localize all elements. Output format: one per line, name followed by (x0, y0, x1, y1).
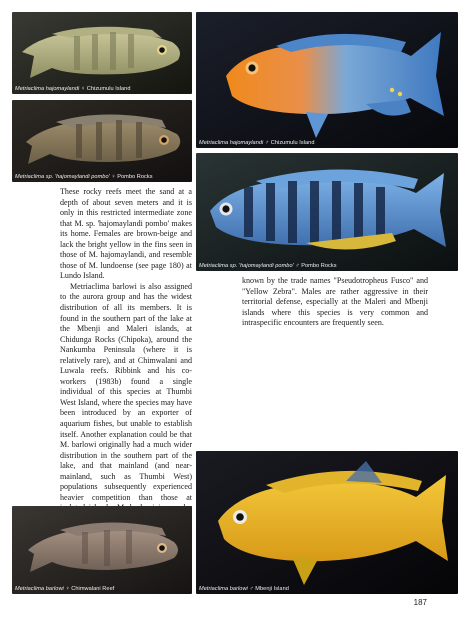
caption-location: ♀ Chizumulu Island (79, 86, 131, 92)
photo-caption (15, 86, 131, 92)
fish-image (12, 12, 192, 94)
caption-location: ♂ Mbenji Island (247, 586, 289, 592)
photo-hajomaylandi-female (12, 12, 192, 94)
caption-location: ♀ Chimwalani Reef (63, 586, 115, 592)
caption-location: ♂ Chizumulu Island (263, 140, 315, 146)
fish-image (12, 506, 192, 594)
caption-location: ♂ Pombo Rocks (293, 263, 337, 269)
text-column-right (242, 276, 428, 329)
photo-hajomaylandi-male (196, 12, 458, 148)
fish-image (196, 153, 458, 271)
photo-caption (199, 263, 337, 269)
fish-image (196, 12, 458, 148)
text-column-left (60, 187, 192, 525)
photo-pombo-female (12, 100, 192, 182)
caption-genus: Metriaclima (15, 174, 45, 180)
caption-location: ♀ Pombo Rocks (109, 174, 153, 180)
caption-species: sp. 'hajomaylandi pombo' (45, 174, 110, 180)
caption-species: barlowi (229, 586, 248, 592)
photo-caption (15, 174, 153, 180)
fish-image (196, 451, 458, 594)
fish-image (12, 100, 192, 182)
page-number: 187 (413, 598, 427, 607)
photo-pombo-male (196, 153, 458, 271)
photo-barlowi-female (12, 506, 192, 594)
paragraph: Metriaclima barlowi is also assigned to the aurora group and has the widest distribution of all its members. It is found in the southern part of the lake at the Mbenji and Maleri islands, at Chidunga Rocks (Chipoka), around the Nankumba Peninsula (where it is relatively rare), and at Chimwalani and Luwala reefs. Ribbink and his co-workers (1983b) found a single individual of this species at Thumbi West Island, where the species may have been introduced by an exporter of aquarium fishes, but unable to establish itself. Another explanation could be that M. barlowi originally had a much wider distribution in the southern part of the lake, and that mainland (and near-mainland, such as Thumbi West) populations subsequently experienced heavier competition than those at (60, 281, 192, 502)
caption-genus: Metriaclima (199, 263, 229, 269)
caption-genus: Metriaclima (15, 86, 45, 92)
caption-genus: Metriaclima (199, 586, 229, 592)
caption-species: barlowi (45, 586, 64, 592)
paragraph: known by the trade names "Pseudotropheus Fusco" and "Yellow Zebra". Males are rather aggressive in their territorial defense, especially at the Maleri and Mbenji islands where this species is very common and intraspecific encounters are frequently seen. (242, 276, 428, 328)
caption-species: sp. 'hajomaylandi pombo' (229, 263, 294, 269)
photo-caption (199, 140, 315, 146)
photo-caption (15, 586, 114, 592)
caption-species: hajomaylandi (45, 86, 80, 92)
photo-barlowi-male (196, 451, 458, 594)
photo-caption (199, 586, 289, 592)
caption-genus: Metriaclima (15, 586, 45, 592)
caption-species: hajomaylandi (229, 140, 264, 146)
paragraph: These rocky reefs meet the sand at a depth of about seven meters and it is only in this restricted intermediate zone that M. sp. 'hajomaylandi pombo' makes its home. Females are brown-beige and lack the bright yellow in the fins seen in those of M. hajomaylandi, and resemble those of M. lundoense (see page 180) at Lundo Island. (60, 187, 192, 281)
caption-genus: Metriaclima (199, 140, 229, 146)
